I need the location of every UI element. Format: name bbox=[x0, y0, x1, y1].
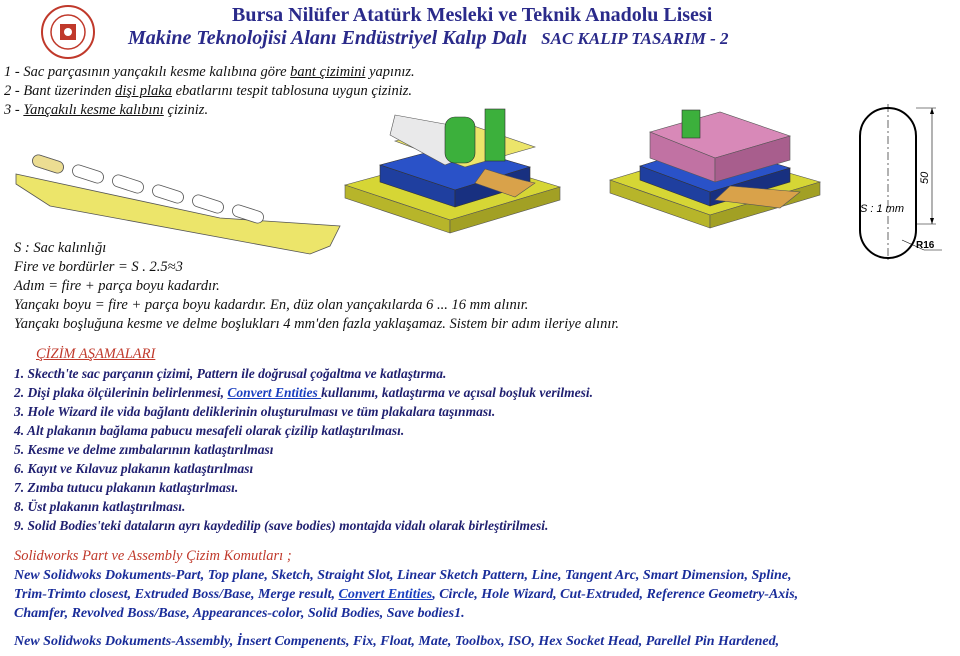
school-logo bbox=[40, 4, 96, 60]
rule-side-cut-length: Yançakı boyu = fire + parça boyu kadardır. En, düz olan yançakılarda 6 ... 16 mm alınır. bbox=[14, 297, 529, 313]
step-6: 6. Kayıt ve Kılavuz plakanın katlaştırılması bbox=[14, 461, 254, 476]
thickness-label: S : 1 mm bbox=[860, 203, 905, 215]
commands-line-4: New Solidwoks Dokuments-Assembly, İnsert Compenents, Fix, Float, Mate, Toolbox, ISO, Hex Socket Head, Parellel Pin Hardened, bbox=[14, 634, 780, 649]
convert-entities-link[interactable]: Convert Entities bbox=[227, 385, 322, 400]
question-2: 2 - Bant üzerinden dişi plaka ebatlarını tespit tablosuna uygun çiziniz. bbox=[4, 83, 413, 99]
step-8: 8. Üst plakanın katlaştırılması. bbox=[14, 499, 186, 514]
department-name: Makine Teknolojisi Alanı Endüstriyel Kalıp Dalı bbox=[128, 27, 528, 49]
question-1-link: bant çizimini bbox=[290, 64, 366, 80]
question-2-link: dişi plaka bbox=[115, 83, 172, 99]
step-9: 9. Solid Bodies'teki dataların ayrı kaydedilip (save bodies) montajda vidalı olarak birleştirilmesi. bbox=[14, 518, 549, 533]
commands-line-3: Chamfer, Revolved Boss/Base, Appearances-color, Solid Bodies, Save bodies1. bbox=[14, 606, 465, 621]
question-3-link: Yançakılı kesme kalıbını bbox=[23, 102, 164, 118]
commands-line-1: New Solidwoks Dokuments-Part, Top plane, Sketch, Straight Slot, Linear Sketch Pattern, Line, Tangent Arc, Smart Dimension, Spline, bbox=[14, 568, 792, 583]
question-1: 1 - Sac parçasının yançakılı kesme kalıbına göre bant çizimini yapınız. bbox=[4, 64, 415, 80]
dimension-height-label: 50 bbox=[919, 171, 931, 184]
die-assembly-lower bbox=[335, 95, 565, 245]
rule-thickness: S : Sac kalınlığı bbox=[14, 240, 107, 256]
step-3: 3. Hole Wizard ile vida bağlantı deliklerinin oluşturulması ve tüm plakalara taşınması. bbox=[14, 404, 496, 419]
step-1: 1. Skecth'te sac parçanın çizimi, Pattern ile doğrusal çoğaltma ve katlaştırma. bbox=[14, 366, 447, 381]
step-7: 7. Zımba tutucu plakanın katlaştırlması. bbox=[14, 480, 239, 495]
convert-entities-command-link[interactable]: Convert Entities bbox=[338, 587, 433, 602]
question-3: 3 - Yançakılı kesme kalıbını çiziniz. bbox=[4, 102, 209, 118]
step-4: 4. Alt plakanın bağlama pabucu mesafeli olarak çizilip katlaştırılması. bbox=[14, 423, 405, 438]
rule-waste: Fire ve bordürler = S . 2.5≈3 bbox=[14, 259, 183, 275]
radius-label: R16 bbox=[916, 240, 935, 251]
step-5: 5. Kesme ve delme zımbalarının katlaştırılması bbox=[14, 442, 274, 457]
commands-title: Solidworks Part ve Assembly Çizim Komutları ; bbox=[14, 548, 292, 564]
commands-line-2: Trim-Trimto closest, Extruded Boss/Base, Merge result, Convert Entities, Circle, Hole Wizard, Cut-Extruded, Reference Geometry-Axis, bbox=[14, 587, 799, 602]
rule-side-cut-gap: Yançakı boşluğuna kesme ve delme boşlukları 4 mm'den fazla yaklaşamaz. Sistem bir adım ileriye alınır. bbox=[14, 316, 620, 332]
department-title bbox=[128, 27, 729, 50]
step-2: 2. Dişi plaka ölçülerinin belirlenmesi, Convert Entities kullanımı, katlaştırma ve açısal boşluk verilmesi. bbox=[14, 385, 594, 400]
school-name: Bursa Nilüfer Atatürk Mesleki ve Teknik Anadolu Lisesi bbox=[232, 4, 713, 26]
course-subtitle: SAC KALIP TASARIM - 2 bbox=[541, 29, 729, 48]
rule-pitch: Adım = fire + parça boyu kadardır. bbox=[14, 278, 220, 294]
die-assembly-upper bbox=[600, 100, 830, 250]
part-technical-drawing bbox=[850, 100, 946, 265]
steps-title: ÇİZİM AŞAMALARI bbox=[36, 346, 156, 362]
